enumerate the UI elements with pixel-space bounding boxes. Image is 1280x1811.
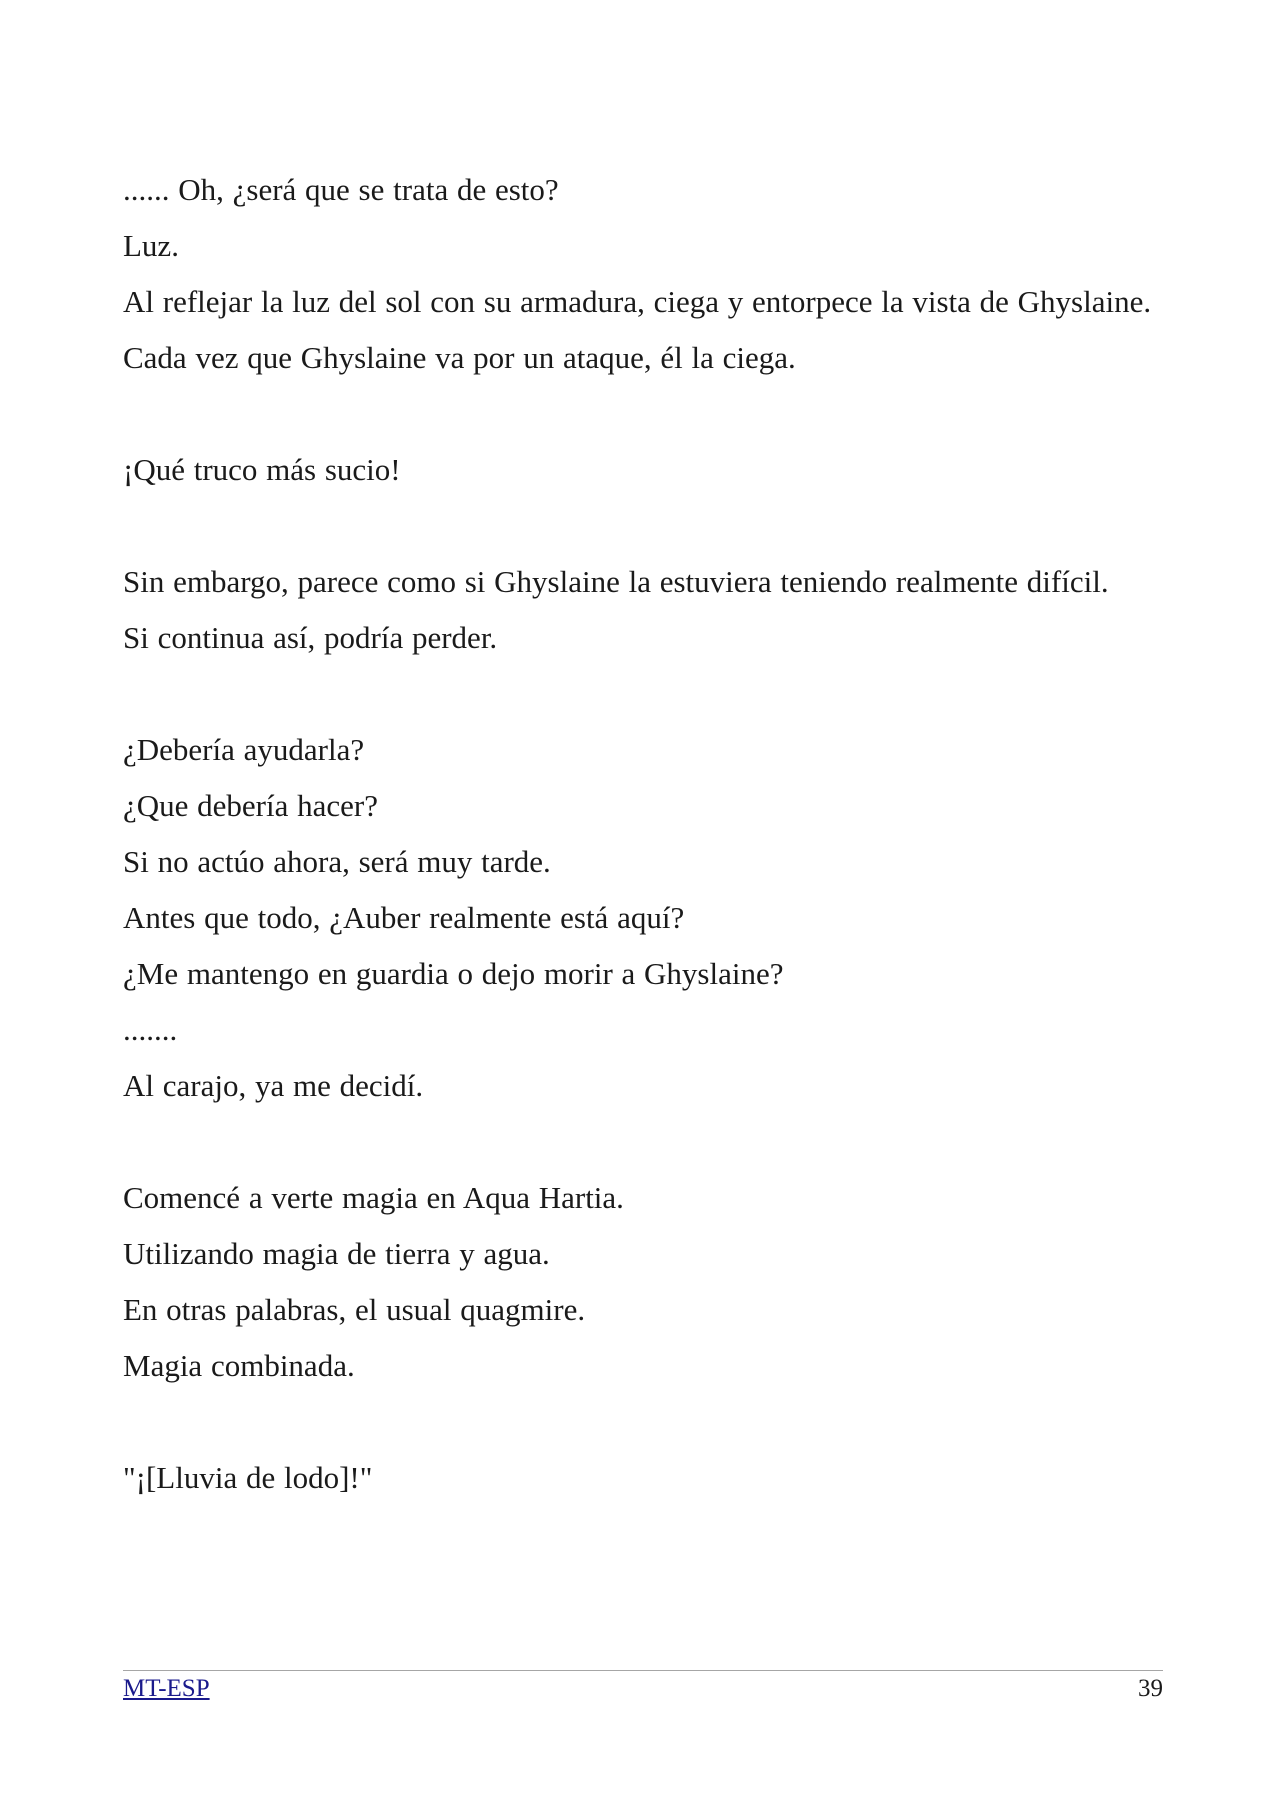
page-body <box>123 170 1163 1498</box>
paragraph: Cada vez que Ghyslaine va por un ataque, él la ciega. <box>123 340 796 375</box>
footer-link[interactable]: MT-ESP <box>123 1675 210 1702</box>
page-number: 39 <box>1138 1675 1163 1702</box>
paragraph: Antes que todo, ¿Auber realmente está aquí? <box>123 900 685 935</box>
paragraph: ¡Qué truco más sucio! <box>123 452 401 487</box>
paragraph: Magia combinada. <box>123 1348 355 1383</box>
paragraph: ¿Debería ayudarla? <box>123 732 365 767</box>
paragraph: Luz. <box>123 228 179 263</box>
paragraph: Al carajo, ya me decidí. <box>123 1068 424 1103</box>
paragraph: "¡[Lluvia de lodo]!" <box>123 1460 373 1495</box>
paragraph: Comencé a verte magia en Aqua Hartia. <box>123 1180 624 1215</box>
paragraph: Si no actúo ahora, será muy tarde. <box>123 844 551 879</box>
paragraph: Al reflejar la luz del sol con su armadura, ciega y entorpece la vista de Ghyslaine. <box>123 284 1152 319</box>
paragraph: En otras palabras, el usual quagmire. <box>123 1292 586 1327</box>
paragraph: Utilizando magia de tierra y agua. <box>123 1236 550 1271</box>
paragraph: Sin embargo, parece como si Ghyslaine la estuviera teniendo realmente difícil. <box>123 564 1109 599</box>
paragraph: ....... <box>123 1012 178 1047</box>
paragraph: ...... Oh, ¿será que se trata de esto? <box>123 172 559 207</box>
paragraph: Si continua así, podría perder. <box>123 620 498 655</box>
footer-divider <box>123 1670 1163 1671</box>
paragraph: ¿Que debería hacer? <box>123 788 378 823</box>
paragraph: ¿Me mantengo en guardia o dejo morir a Ghyslaine? <box>123 956 784 991</box>
